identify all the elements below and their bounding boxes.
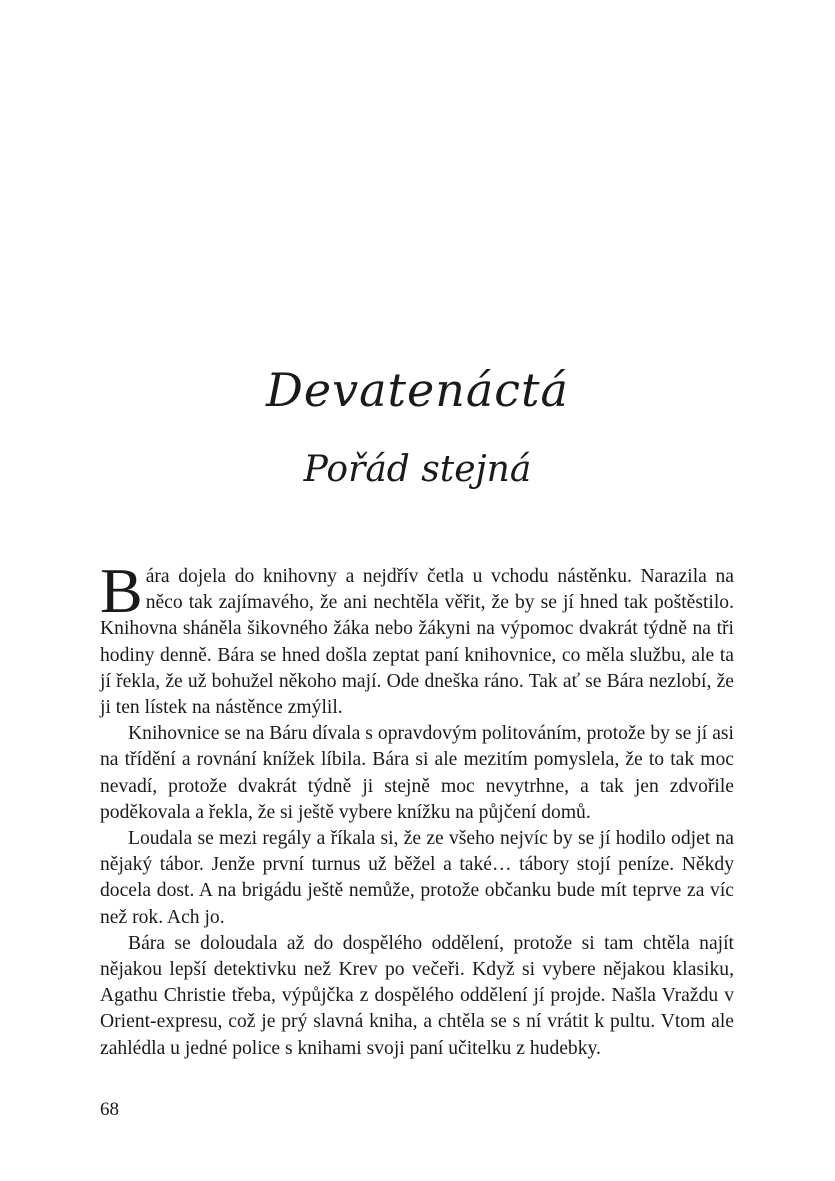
paragraph-2: Knihovnice se na Báru dívala s opravdovým politováním, protože by se jí asi na třídění a rovnání knížek líbila. Bára si ale mezitím pomyslela, že to tak moc nevadí, protože dvakrát týdně ji stejně moc nevytrhne, a tak jen zdvořile poděkovala a řekla, že si ještě vybere knížku na půjčení domů.: [100, 723, 734, 823]
paragraph-1: [100, 555, 734, 721]
chapter-title: Pořád stejná: [303, 449, 532, 490]
paragraph-3: Loudala se mezi regály a říkala si, že ze všeho nejvíc by se jí hodilo odjet na nějaký tábor. Jenže první turnus už běžel a také… tábory stojí peníze. Někdy docela dost. A na brigádu ještě nemůže, protože občanku bude mít teprve za víc než rok. Ach jo.: [100, 828, 734, 928]
chapter-number: Devatenáctá: [266, 363, 569, 417]
paragraph-4: Bára se doloudala až do dospělého oddělení, protože si tam chtěla najít nějakou lepší detektivku než Krev po večeři. Když si vybere nějakou klasiku, Agathu Christie třeba, výpůjčka z dospělého oddělení jí projde. Našla Vraždu v Orient-expresu, což je prý slavná kniha, a chtěla se s ní vrátit k pultu. Vtom ale zahlédla u jedné police s knihami svoji paní učitelku z hudebky.: [100, 932, 734, 1059]
page-number: 68: [100, 1099, 119, 1120]
drop-cap: B: [100, 555, 143, 626]
paragraph-1-text: ára dojela do knihovny a nejdřív četla u vchodu nástěnku. Narazila na něco tak zajímavého, že ani nechtěla věřit, že by se jí hned tak poštěstilo. Knihovna sháněla šikovného žáka nebo žákyni na výpomoc dvakrát týdně na tři hodiny denně. Bára se hned došla zeptat paní knihovnice, co měla službu, ale ta jí řekla, že už bohužel někoho mají. Ode dneška ráno. Tak ať se Bára nezlobí, že ji ten lístek na nástěnce zmýlil.: [100, 566, 734, 719]
body-text: [100, 555, 734, 1062]
